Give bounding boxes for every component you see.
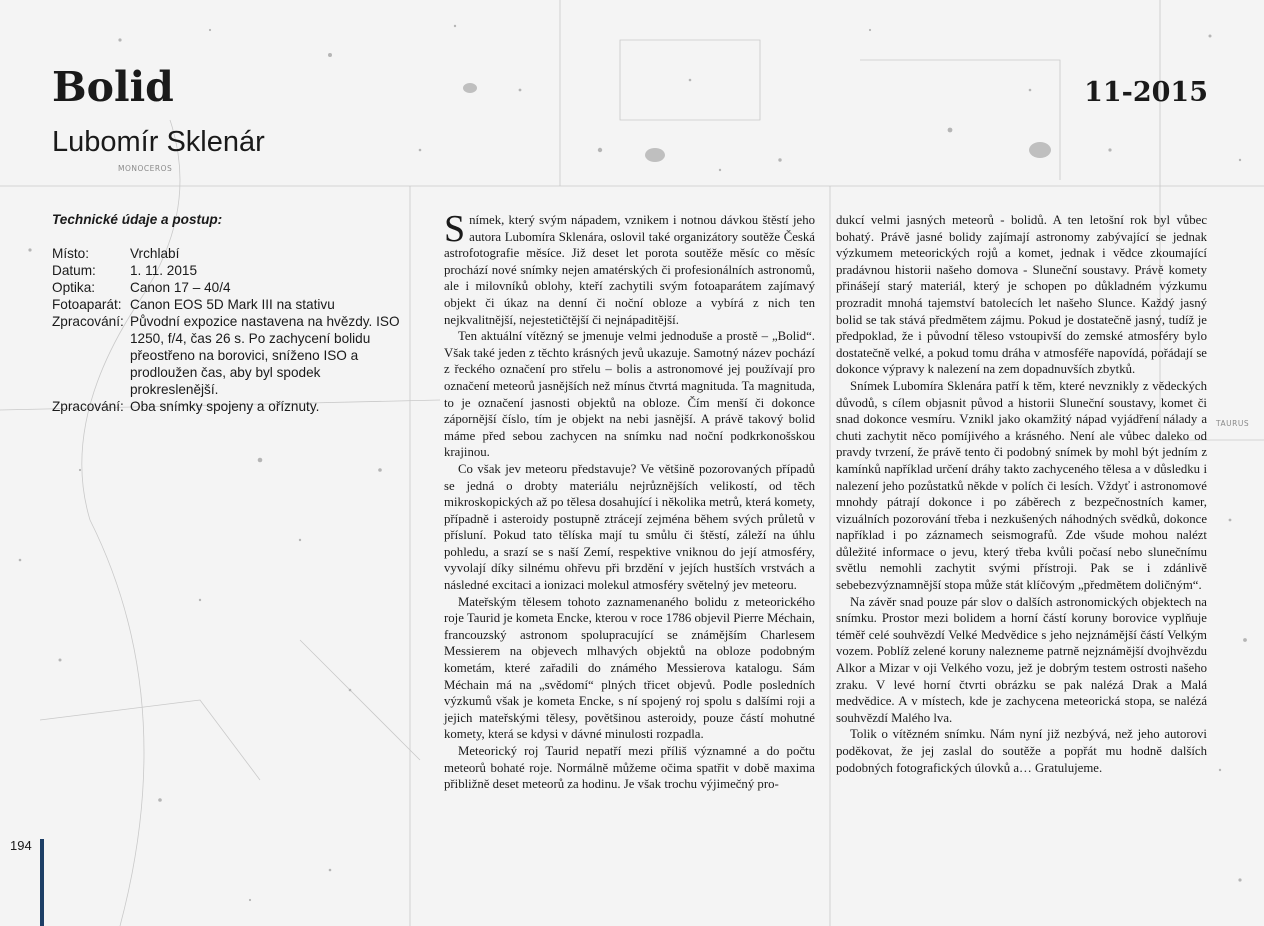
- page-number: 194: [10, 838, 32, 853]
- technical-value: 1. 11. 2015: [130, 263, 198, 278]
- technical-row: [52, 398, 402, 415]
- technical-row: [52, 245, 402, 262]
- issue-label: 11-2015: [1084, 77, 1208, 108]
- technical-details: [52, 211, 402, 415]
- page-edge-bar: [40, 839, 44, 926]
- technical-label: Fotoaparát:: [52, 297, 122, 312]
- article-paragraph: Na závěr snad pouze pár slov o dalších astronomických objektech na snímku. Prostor mezi bolidem a horní částí koruny borovice vyplňuje téměř celé souhvězdí Velké Medvědice s jeho nejznámější částí Velkým vozem. Poblíž zelené koruny nalezneme patrně nejznámější dvojhvězdu Alkor a Mizar v oji Velkého vozu, jež je dobrým testem ostrosti našeho zraku. V levé horní čtvrti obrázku se pak nalézá Drak a Malá medvědice. A v místech, kde je zachycena meteorická stopa, se nalézá souhvězdí Malého lva.: [836, 594, 1207, 725]
- technical-label: Zpracování:: [52, 399, 124, 414]
- technical-heading: Technické údaje a postup:: [52, 212, 223, 227]
- drop-cap: S: [444, 208, 466, 250]
- article-paragraph: Co však jev meteoru představuje? Ve většině pozorovaných případů se jedná o drobty materiálu nejrůznějších velikostí, od těch mikroskopických až po tělesa dosahující i několika metrů, která komety, případně i asteroidy postupně ztrácejí zejména během svých průletů v přísluní. Pokud tato tělíska mají tu smůlu či štěstí, záleží na úhlu pohledu, a srazí se s naší Zemí, respektive vniknou do její atmosféry, vyvolají díky silnému ohřevu při brzdění v jejích hustších vrstvách a následné excitaci a ionizaci molekul atmosféry světelný jev meteoru.: [444, 461, 815, 593]
- technical-value: Původní expozice nastavena na hvězdy. ISO 1250, f/4, čas 26 s. Po zachycení bolidu přeostřeno na borovici, sníženo ISO a prodloužen čas, aby byl spodek prokreslenější.: [130, 314, 400, 397]
- article-paragraph: Mateřským tělesem tohoto zaznamenaného bolidu z meteorického roje Taurid je kometa Encke, kterou v roce 1786 objevil Pierre Méchain, francouzský astronom spolupracující se známějším Charlesem Messierem na objevech mlhavých objektů na obloze podobným kometám, které zařadili do známého Messierova katalogu. Sám Méchain má na „svědomí“ plných třicet objevů. Podle posledních výzkumů však je kometa Encke, s ní spojený roj spolu s dalšími roji a jejich mateřskými tělesy, povětšinou asteroidy, pouze částí mohutné komety, která se kdysi v dávné minulosti rozpadla.: [444, 594, 815, 742]
- article-paragraph: [444, 208, 815, 328]
- technical-row: [52, 262, 402, 279]
- technical-value: Canon 17 – 40/4: [130, 280, 231, 295]
- technical-label: Místo:: [52, 246, 90, 261]
- article-paragraph: dukcí velmi jasných meteorů - bolidů. A ten letošní rok byl vůbec bohatý. Právě jasné bolidy zajímají astronomy zabývající se jednak výzkumem meteorických rojů a komet, jednak i vědce zkoumající pradávnou historii našeho domova - Sluneční soustavy. Právě komety přinášejí starý materiál, který je schopen po důkladném výzkumu prozradit mnohá tajemství batolecích let našeho Slunce. Každý jasný bolid se tak stává předmětem zájmu. Pokud je dostatečně jasný, tudíž je předpoklad, že i původní těleso vstoupivší do zemské atmosféry bylo dostatečně velké, a pokud tomu dráha v atmosféře napovídá, pořádají se dokonce výpravy k nalezení na zem dopadnuvších zbytků.: [836, 213, 1207, 377]
- technical-row: [52, 313, 402, 398]
- technical-label: Zpracování:: [52, 314, 124, 329]
- article-paragraph: Snímek Lubomíra Sklenára patří k těm, které nevznikly z vědeckých důvodů, s cílem objasnit původ a historii Sluneční soustavy, komet či snad dokonce vesmíru. Vznikl jako okamžitý nápad vyjádření nálady a chuti zachytit něco pomíjivého a krásného. Není ale vůbec daleko od pravdy tvrzení, že právě tento či podobný snímek by mohl být jedním z kamínků například určení dráhy takto zachyceného tělesa a v důsledku i nalezení jeho pozůstatků někde v polích či lesích. Vždyť i astronomové mnohdy pátrají dokonce i po záběrech z bezpečnostních kamer, vizuálních pozorování třeba i nezkušených náhodných svědků, dokonce například i po záznamech seismografů. Zde všude mohou nalézt důležité informace o jevu, který třeba kvůli počasí nebo slunečnímu světlu nemohli zachytit svými přístroji. Pak se i zdánlivě sebebezvýznamnější stopa může stát klíčovým „předmětem doličným“.: [836, 378, 1207, 593]
- technical-label: Datum:: [52, 263, 96, 278]
- technical-label: Optika:: [52, 280, 96, 295]
- page-title: Bolid: [52, 63, 174, 111]
- technical-value: Oba snímky spojeny a oříznuty.: [130, 399, 320, 414]
- article-column-1: [444, 208, 815, 793]
- article-column-2: [836, 212, 1207, 776]
- technical-row: [52, 279, 402, 296]
- author-name: Lubomír Sklenár: [52, 126, 265, 158]
- article-paragraph: Ten aktuální vítězný se jmenuje velmi jednoduše a prostě – „Bolid“. Však také jeden z těchto krásných jevů ukazuje. Samotný název pochází z řeckého označení pro střelu – bolis a astronomové jej používají pro označení meteorů jasnějších než mínus čtvrtá magnituda. Ta magnituda, to je označení jasnosti objektů na obloze. Čím menší či dokonce zápornější číslo, tím je objekt na nebi jasnější. A právě takový bolid máme před sebou zachycen na snímku nad noční podkrkonošskou krajinou.: [444, 329, 815, 460]
- chart-label-taurus: TAURUS: [1216, 419, 1250, 428]
- chart-label-monoceros: MONOCEROS: [118, 164, 173, 173]
- technical-value: Canon EOS 5D Mark III na stativu: [130, 297, 335, 312]
- technical-value: Vrchlabí: [130, 246, 180, 261]
- paragraph-text: nímek, který svým nápadem, vznikem i notnou dávkou štěstí jeho autora Lubomíra Sklenára, oslovil také organizátory soutěže Česká astrofotografie měsíce. Již deset let porota soutěže měsíc co měsíc prochází nové snímky nejen amatérských či profesionálních astronomů, ale i milovníků oblohy, kteří zachytili svým fotoaparátem zajímavý objekt či úkaz na denní či noční obloze a vybírá z nich ten nejkvalitnější, nejestetičtější či nejnápaditější.: [444, 213, 815, 327]
- article-paragraph: Meteorický roj Taurid nepatří mezi příliš významné a do počtu meteorů bohaté roje. Normálně můžeme očima spatřit v době maxima přibližně deset meteorů za hodinu. Je však trochu výjimečný pro-: [444, 744, 815, 792]
- technical-row: [52, 296, 402, 313]
- article-paragraph: Tolik o vítězném snímku. Nám nyní již nezbývá, než jeho autorovi poděkovat, že jej zaslal do soutěže a popřát mu hodně dalších podobných fotografických úlovků a… Gratulujeme.: [836, 727, 1207, 775]
